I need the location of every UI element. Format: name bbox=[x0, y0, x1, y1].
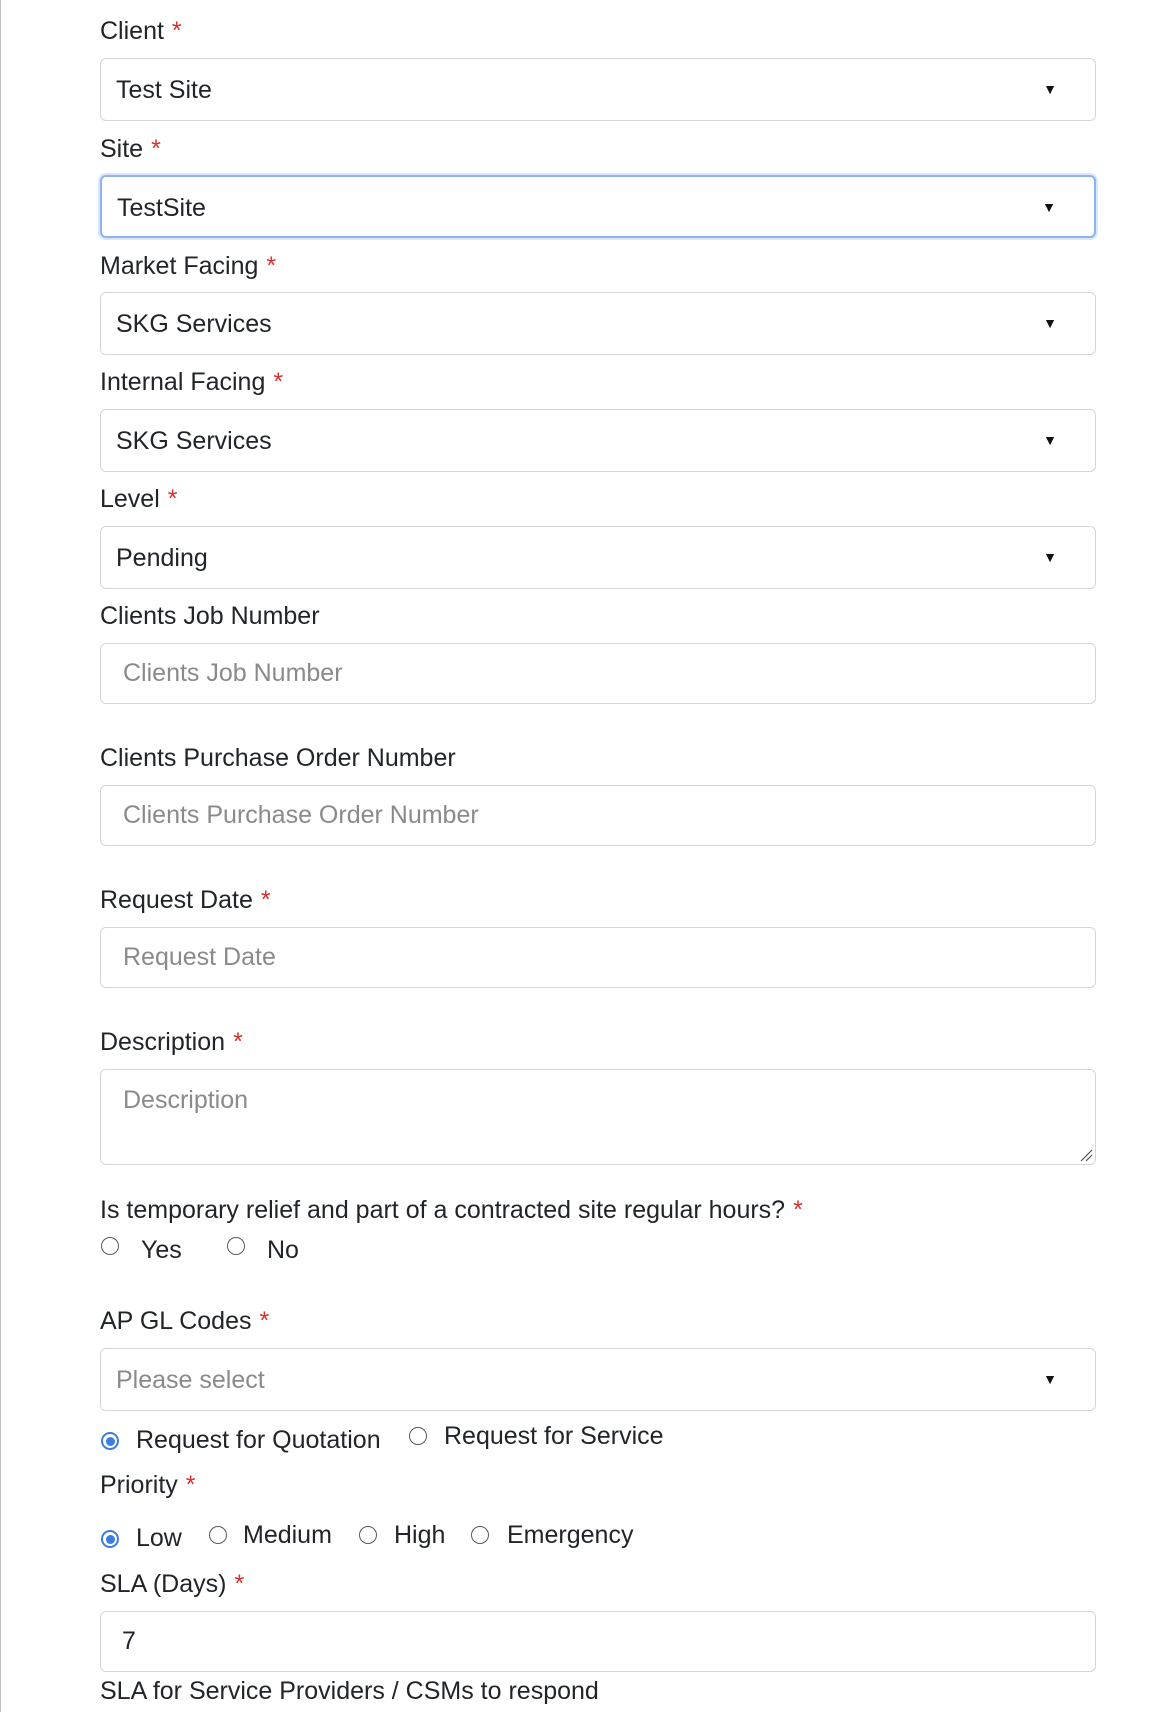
clients-po-number-label: Clients Purchase Order Number bbox=[100, 744, 456, 772]
internal-facing-select[interactable] bbox=[100, 409, 1096, 472]
level-select[interactable] bbox=[100, 526, 1096, 589]
priority-medium-label[interactable]: Medium bbox=[243, 1521, 332, 1549]
caret-down-icon: ▼ bbox=[1043, 1371, 1057, 1387]
priority-emergency-label[interactable]: Emergency bbox=[507, 1521, 634, 1549]
caret-down-icon: ▼ bbox=[1043, 432, 1057, 448]
request-date-input[interactable] bbox=[100, 927, 1096, 988]
priority-medium-radio[interactable] bbox=[209, 1526, 227, 1544]
priority-low-label[interactable]: Low bbox=[136, 1524, 182, 1552]
sla-days-value: 7 bbox=[122, 1627, 136, 1655]
description-textarea[interactable] bbox=[100, 1069, 1096, 1165]
caret-down-icon: ▼ bbox=[1043, 315, 1057, 331]
temporary-relief-yes-label[interactable]: Yes bbox=[141, 1236, 182, 1264]
clients-po-number-input[interactable] bbox=[100, 785, 1096, 846]
site-label: Site * bbox=[100, 135, 161, 163]
temporary-relief-no-label[interactable]: No bbox=[267, 1236, 299, 1264]
client-label: Client * bbox=[100, 17, 182, 45]
sla-help-text: SLA for Service Providers / CSMs to respond bbox=[100, 1677, 599, 1705]
ap-gl-codes-placeholder: Please select bbox=[116, 1366, 265, 1394]
priority-high-radio[interactable] bbox=[359, 1526, 377, 1544]
clients-po-number-placeholder: Clients Purchase Order Number bbox=[123, 801, 479, 829]
site-select-value: TestSite bbox=[117, 194, 206, 222]
page-left-border bbox=[0, 0, 1, 1712]
market-facing-label: Market Facing * bbox=[100, 252, 277, 280]
priority-label: Priority * bbox=[100, 1471, 196, 1499]
request-for-quotation-label[interactable]: Request for Quotation bbox=[136, 1426, 381, 1454]
internal-facing-label: Internal Facing * bbox=[100, 368, 284, 396]
market-facing-select-value: SKG Services bbox=[116, 310, 272, 338]
temporary-relief-no-radio[interactable] bbox=[227, 1237, 245, 1255]
client-select-value: Test Site bbox=[116, 76, 212, 104]
clients-job-number-input[interactable] bbox=[100, 643, 1096, 704]
clients-job-number-placeholder: Clients Job Number bbox=[123, 659, 343, 687]
ap-gl-codes-label: AP GL Codes * bbox=[100, 1307, 270, 1335]
caret-down-icon: ▼ bbox=[1042, 199, 1056, 215]
caret-down-icon: ▼ bbox=[1043, 549, 1057, 565]
market-facing-select[interactable] bbox=[100, 292, 1096, 355]
clients-job-number-label: Clients Job Number bbox=[100, 602, 320, 630]
description-placeholder: Description bbox=[123, 1086, 249, 1114]
temporary-relief-yes-radio[interactable] bbox=[101, 1237, 119, 1255]
client-select[interactable] bbox=[100, 58, 1096, 121]
caret-down-icon: ▼ bbox=[1043, 81, 1057, 97]
priority-high-label[interactable]: High bbox=[394, 1521, 446, 1549]
request-date-label: Request Date * bbox=[100, 886, 271, 914]
request-for-quotation-radio[interactable] bbox=[101, 1432, 119, 1450]
resize-grip-icon[interactable] bbox=[1079, 1148, 1093, 1162]
level-select-value: Pending bbox=[116, 544, 208, 572]
request-for-service-radio[interactable] bbox=[409, 1427, 427, 1445]
request-date-placeholder: Request Date bbox=[123, 943, 276, 971]
priority-emergency-radio[interactable] bbox=[471, 1526, 489, 1544]
sla-days-input[interactable] bbox=[100, 1611, 1096, 1672]
temporary-relief-question: Is temporary relief and part of a contracted site regular hours? * bbox=[100, 1196, 803, 1224]
description-label: Description * bbox=[100, 1028, 243, 1056]
level-label: Level * bbox=[100, 485, 178, 513]
ap-gl-codes-select[interactable] bbox=[100, 1348, 1096, 1411]
sla-days-label: SLA (Days) * bbox=[100, 1570, 245, 1598]
internal-facing-select-value: SKG Services bbox=[116, 427, 272, 455]
priority-low-radio[interactable] bbox=[101, 1530, 119, 1548]
site-select[interactable] bbox=[100, 175, 1096, 238]
request-for-service-label[interactable]: Request for Service bbox=[444, 1422, 664, 1450]
